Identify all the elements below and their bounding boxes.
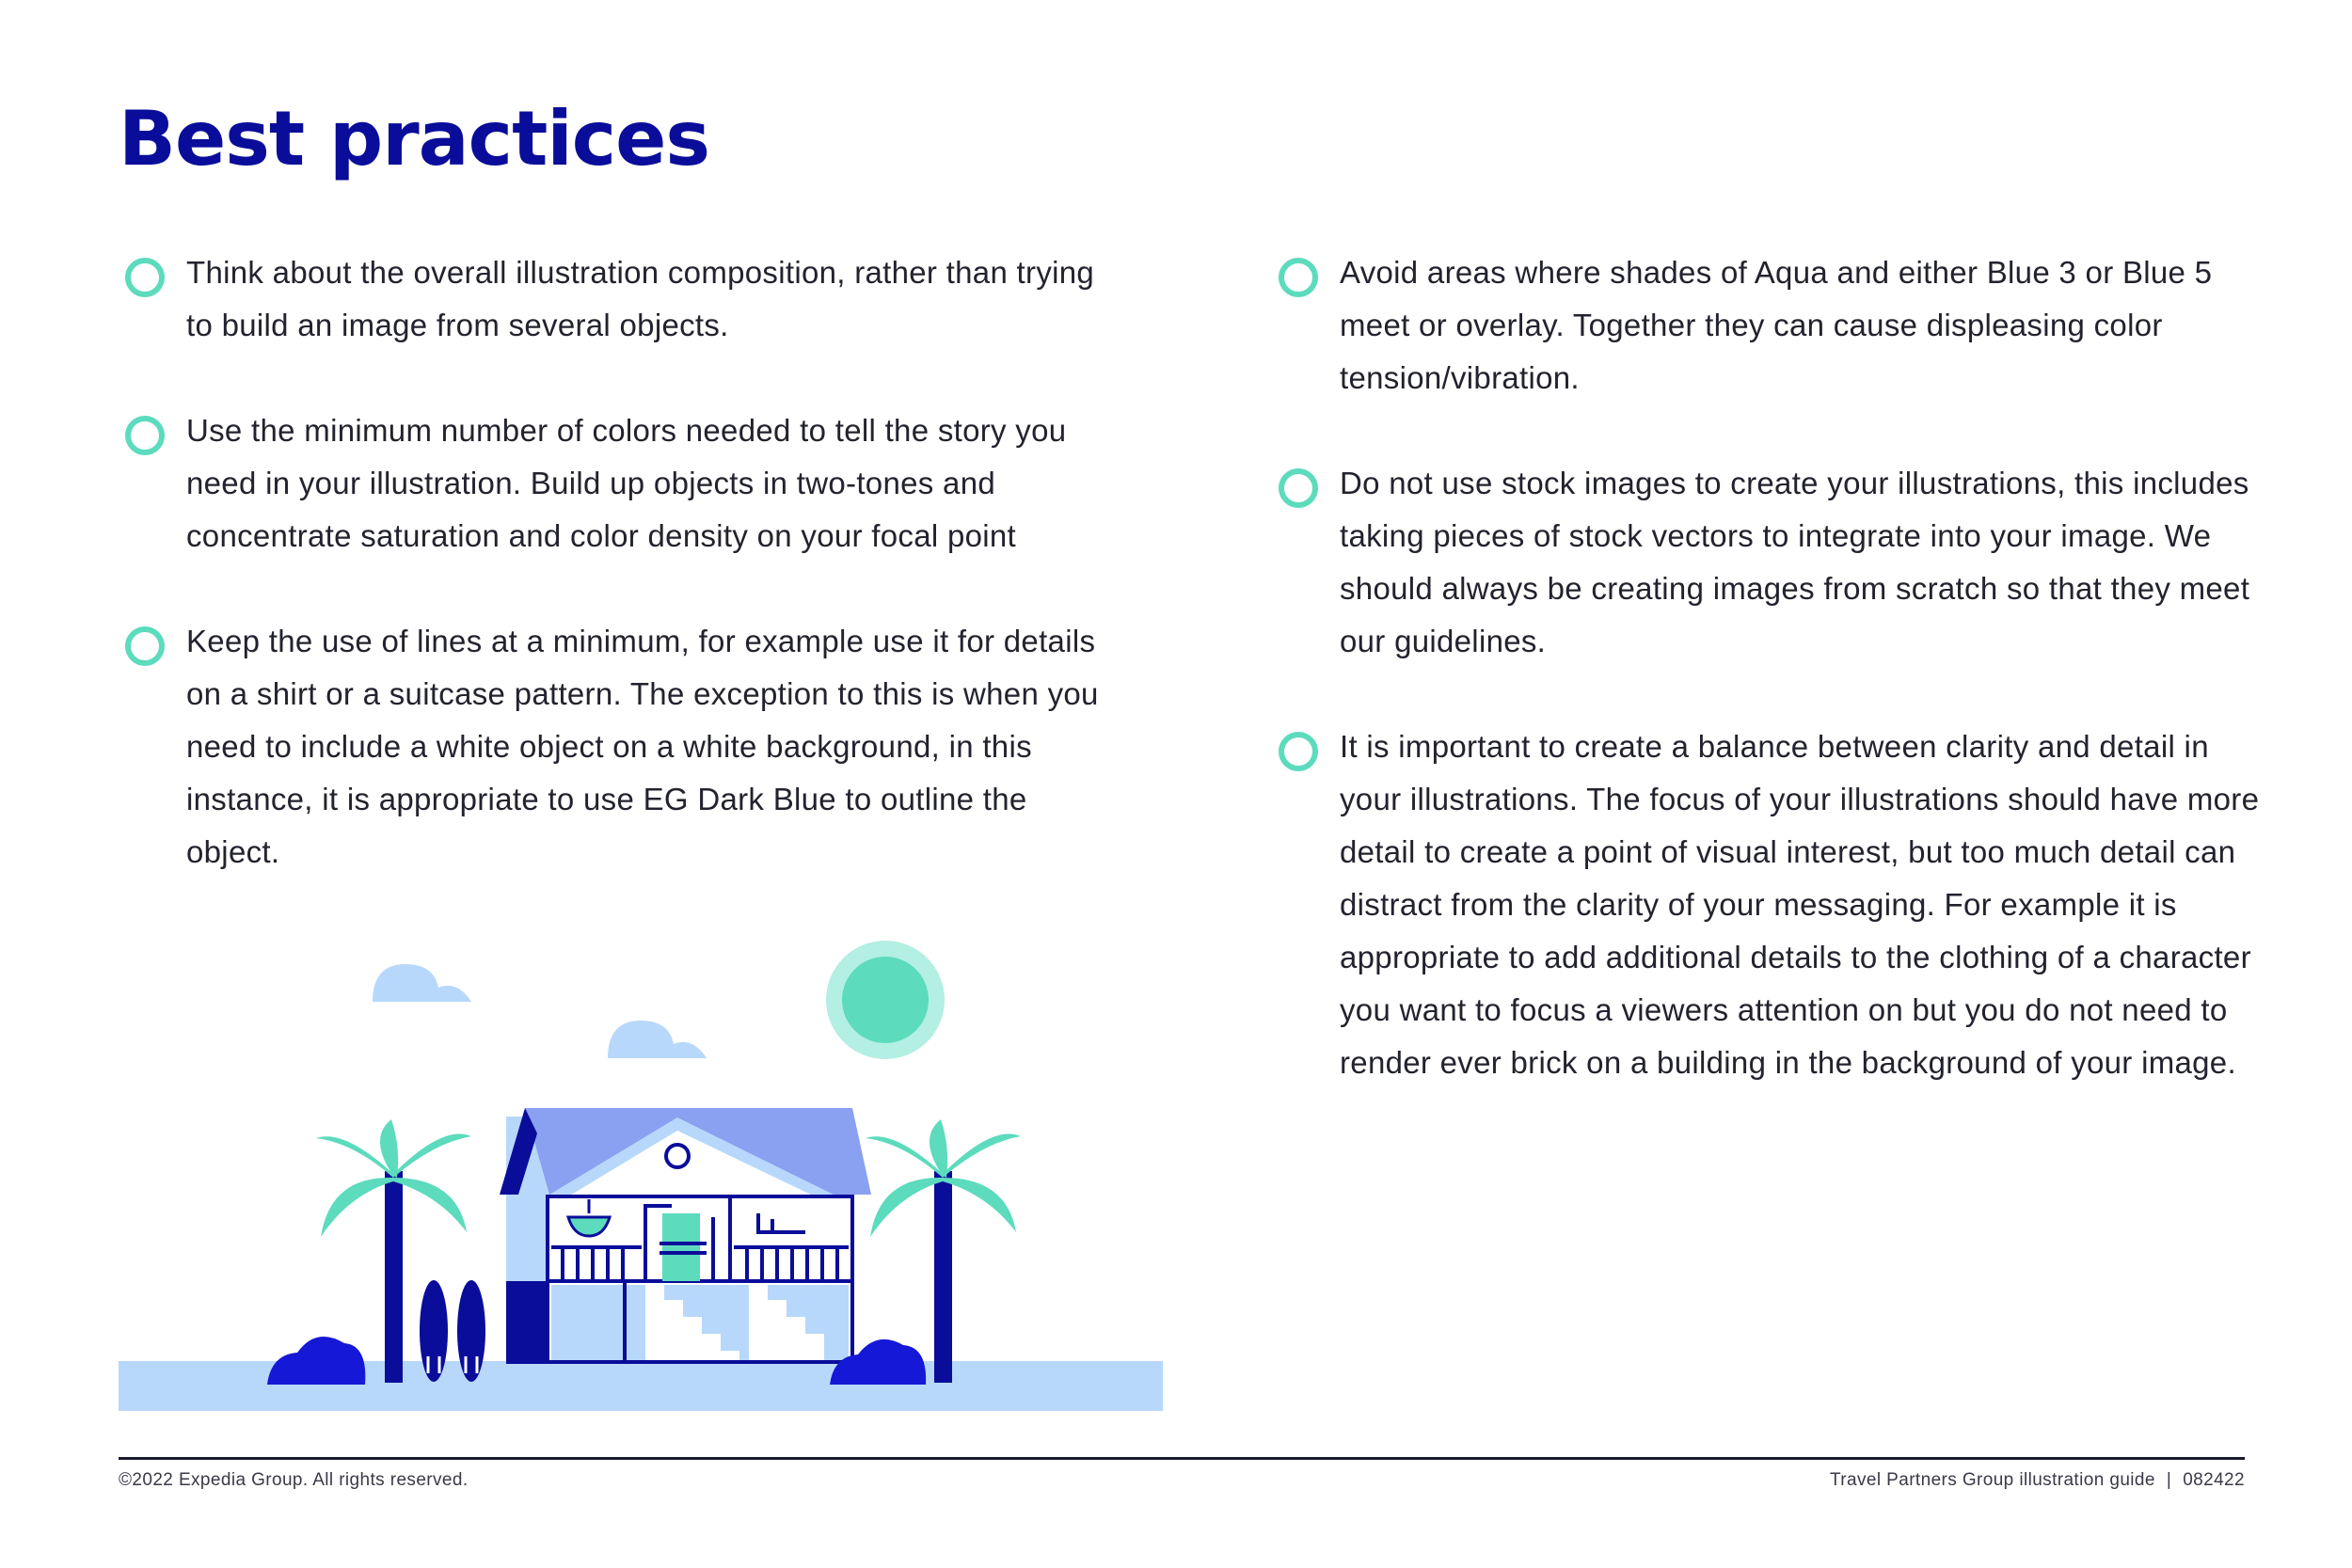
house-icon (500, 1108, 871, 1364)
footer-divider (119, 1457, 2245, 1460)
circle-bullet-icon (1279, 468, 1318, 508)
bullet-text: Do not use stock images to create your illustrations, this includes taking pieces of stock vectors to integrate into your image. We should always be creating images from scratch so that they meet our guidelines. (1340, 466, 2250, 658)
cloud-icon (373, 964, 471, 1002)
list-item (119, 615, 1116, 879)
bullet-text: Keep the use of lines at a minimum, for example use it for details on a shirt or a suitcase pattern. The exception to this is when you need to include a white object on a white background, in this instance, it is appropriate to use EG Dark Blue to outline the object. (186, 624, 1099, 869)
list-item (1272, 246, 2269, 404)
bullet-text: Think about the overall illustration composition, rather than trying to build an image from several objects. (186, 255, 1095, 342)
footer-guide-name: Travel Partners Group illustration guide (1830, 1470, 2155, 1490)
bush-icon (267, 1337, 365, 1385)
left-bullet-list (119, 246, 1116, 931)
circle-bullet-icon (1279, 258, 1318, 297)
list-item (1272, 457, 2269, 668)
circle-bullet-icon (1279, 732, 1318, 771)
page-title: Best practices (119, 95, 710, 182)
circle-bullet-icon (125, 258, 165, 297)
right-bullet-list (1272, 246, 2269, 1142)
footer-copyright: ©2022 Expedia Group. All rights reserved. (119, 1470, 469, 1490)
bullet-text: It is important to create a balance between clarity and detail in your illustrations. The focus of your illustrations should have more detail to create a point of visual interest, but too much detail can distract from the clarity of your messaging. For example it is appropriate to add additional details to the clothing of a character you want to focus a viewers attention on but you do not need to render ever brick on a building in the background of your image. (1340, 729, 2260, 1080)
bullet-text: Use the minimum number of colors needed to tell the story you need in your illustration. Build up objects in two-tones and concentrate saturation and color density on your focal point (186, 413, 1067, 553)
cloud-icon (608, 1021, 707, 1058)
footer-separator: | (2166, 1470, 2172, 1490)
beach-house-illustration (119, 931, 1163, 1411)
bullet-text: Avoid areas where shades of Aqua and either Blue 3 or Blue 5 meet or overlay. Together they can cause displeasing color tension/vibration. (1340, 255, 2213, 395)
circle-bullet-icon (125, 626, 165, 666)
sun-icon (842, 957, 929, 1043)
circle-bullet-icon (125, 416, 165, 455)
list-item (119, 404, 1116, 562)
footer-doc-code: 082422 (2183, 1470, 2245, 1490)
footer-guide-info (1830, 1470, 2245, 1491)
list-item (1272, 721, 2269, 1089)
list-item (119, 246, 1116, 352)
